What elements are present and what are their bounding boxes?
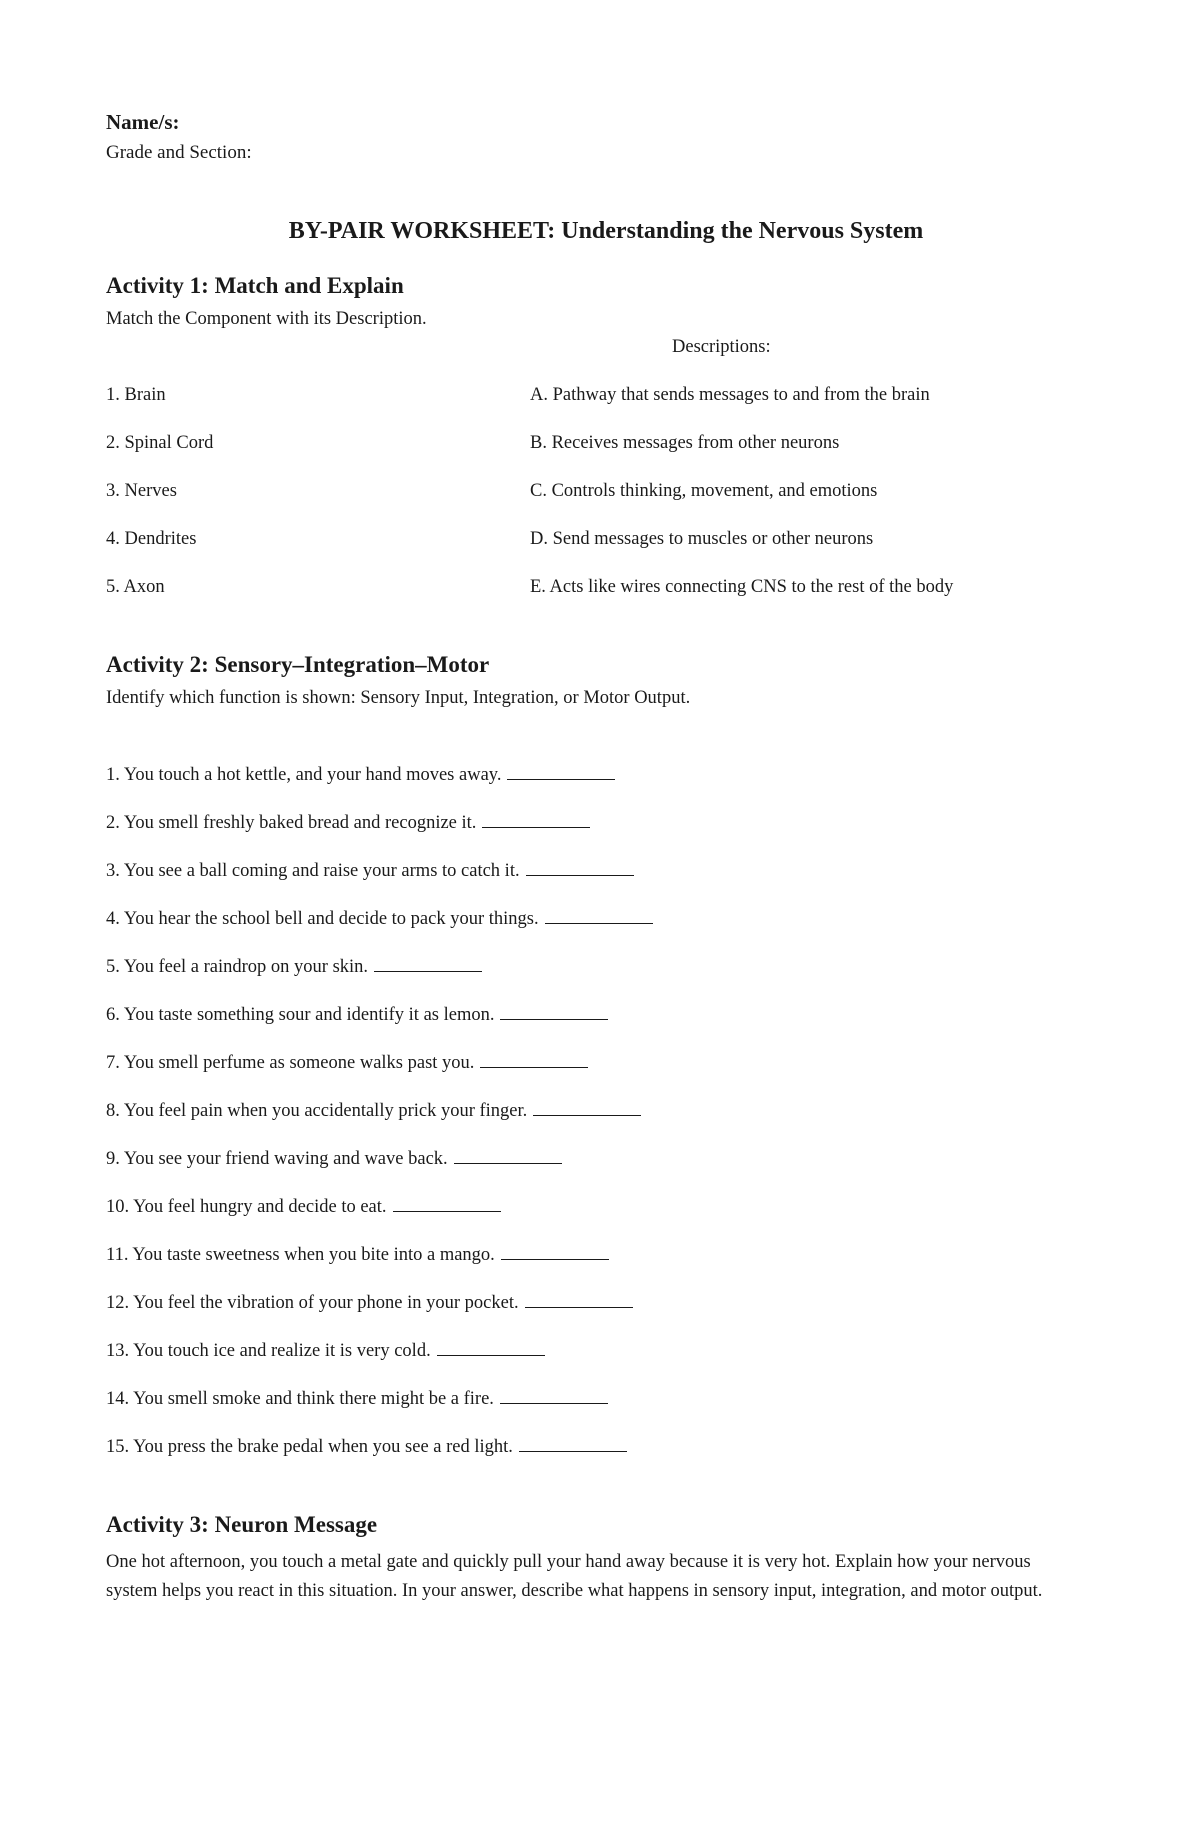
name-label: Name/s:: [106, 110, 180, 134]
activity2-instruction: Identify which function is shown: Sensory Input, Integration, or Motor Output.: [106, 688, 691, 708]
answer-blank[interactable]: [482, 827, 590, 828]
question-item: 15. You press the brake pedal when you see a red light.: [106, 1437, 627, 1458]
question-item: 13. You touch ice and realize it is very cold.: [106, 1341, 545, 1362]
answer-blank[interactable]: [500, 1403, 608, 1404]
question-item: 2. You smell freshly baked bread and recognize it.: [106, 813, 590, 834]
question-item: 9. You see your friend waving and wave back.: [106, 1149, 562, 1170]
question-item: 7. You smell perfume as someone walks past you.: [106, 1053, 588, 1074]
descriptions-header: Descriptions:: [672, 337, 771, 357]
answer-blank[interactable]: [480, 1067, 588, 1068]
component-item: 2. Spinal Cord: [106, 433, 214, 453]
answer-blank[interactable]: [525, 1307, 633, 1308]
question-item: 11. You taste sweetness when you bite into a mango.: [106, 1245, 609, 1266]
component-item: 4. Dendrites: [106, 529, 197, 549]
description-item: D. Send messages to muscles or other neurons: [530, 529, 874, 549]
question-item: 10. You feel hungry and decide to eat.: [106, 1197, 501, 1218]
activity3-heading: Activity 3: Neuron Message: [106, 1512, 378, 1537]
question-item: 5. You feel a raindrop on your skin.: [106, 957, 482, 978]
component-item: 1. Brain: [106, 385, 166, 405]
answer-blank[interactable]: [533, 1115, 641, 1116]
answer-blank[interactable]: [526, 875, 634, 876]
question-item: 12. You feel the vibration of your phone in your pocket.: [106, 1293, 633, 1314]
description-item: A. Pathway that sends messages to and from the brain: [530, 385, 930, 405]
question-item: 8. You feel pain when you accidentally prick your finger.: [106, 1101, 641, 1122]
question-item: 1. You touch a hot kettle, and your hand moves away.: [106, 765, 615, 786]
answer-blank[interactable]: [545, 923, 653, 924]
activity1-heading: Activity 1: Match and Explain: [106, 273, 404, 298]
answer-blank[interactable]: [393, 1211, 501, 1212]
activity2-heading: Activity 2: Sensory–Integration–Motor: [106, 652, 490, 677]
worksheet-title: BY-PAIR WORKSHEET: Understanding the Nervous System: [288, 218, 924, 244]
question-item: 4. You hear the school bell and decide to pack your things.: [106, 909, 653, 930]
question-item: 6. You taste something sour and identify it as lemon.: [106, 1005, 608, 1026]
answer-blank[interactable]: [374, 971, 482, 972]
answer-blank[interactable]: [519, 1451, 627, 1452]
answer-blank[interactable]: [500, 1019, 608, 1020]
description-item: C. Controls thinking, movement, and emotions: [530, 481, 878, 501]
activity3-text: One hot afternoon, you touch a metal gate and quickly pull your hand away because it is very hot. Explain how your nervous system helps you react in this situation. In your answer, describe what happens in sensory input, integration, and motor output.: [106, 1552, 1043, 1601]
description-item: E. Acts like wires connecting CNS to the rest of the body: [530, 577, 954, 597]
activity1-instruction: Match the Component with its Description.: [106, 309, 427, 329]
answer-blank[interactable]: [507, 779, 615, 780]
description-item: B. Receives messages from other neurons: [530, 433, 840, 453]
question-item: 3. You see a ball coming and raise your arms to catch it.: [106, 861, 634, 882]
answer-blank[interactable]: [501, 1259, 609, 1260]
answer-blank[interactable]: [454, 1163, 562, 1164]
question-item: 14. You smell smoke and think there might be a fire.: [106, 1389, 608, 1410]
component-item: 5. Axon: [106, 577, 165, 597]
grade-section-label: Grade and Section:: [106, 142, 252, 163]
component-item: 3. Nerves: [106, 481, 177, 501]
answer-blank[interactable]: [437, 1355, 545, 1356]
